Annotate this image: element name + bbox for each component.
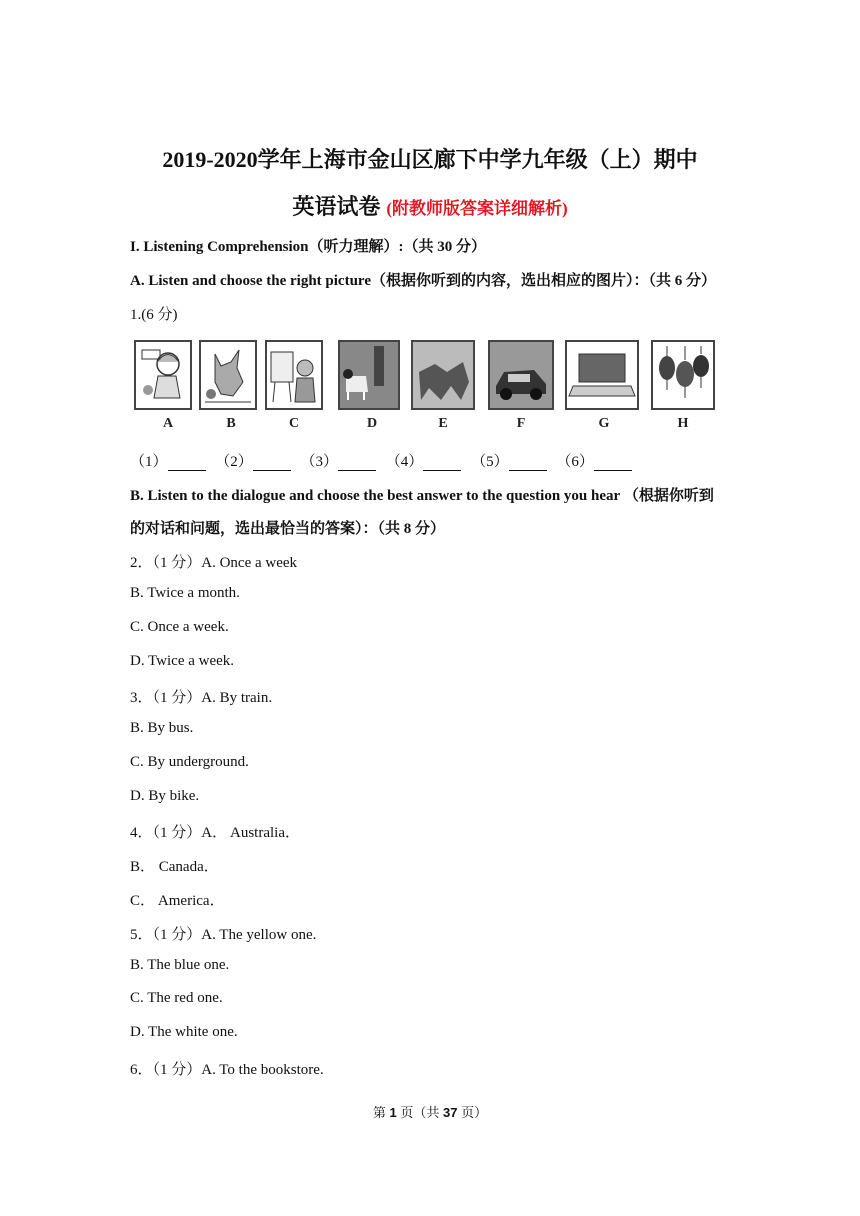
- part-a-cn: （根据你听到的内容，选出相应的图片）：（共 6 分）: [370, 273, 716, 289]
- part-b-en: B. Listen to the dialogue and choose the best answer to the question you hear: [130, 488, 621, 504]
- picture-label: B: [226, 416, 236, 431]
- lanterns-icon: [651, 340, 715, 410]
- picture-label: A: [162, 416, 174, 431]
- option-line: B． Canada．: [130, 859, 219, 875]
- page-number: 1: [389, 1105, 397, 1120]
- option-line: C. Once a week.: [130, 619, 229, 635]
- girl-icon: [134, 340, 192, 410]
- question-line: 5．（1 分）A. The yellow one.: [130, 927, 317, 943]
- question-line: 3．（1 分）A. By train.: [130, 690, 273, 706]
- picture-label: H: [677, 416, 689, 431]
- blank-item[interactable]: （5）: [471, 450, 547, 471]
- question-line: 4．（1 分）A． Australia．: [130, 825, 300, 841]
- part-b-heading: [130, 484, 714, 505]
- option-line: B. Twice a month.: [130, 585, 240, 601]
- blank-item[interactable]: （4）: [386, 450, 462, 471]
- painting-icon: [265, 340, 323, 410]
- horses-icon: [411, 340, 475, 410]
- part-b-heading-cont: 的对话和问题，选出最恰当的答案）：（共 8 分）: [130, 521, 446, 537]
- question-line: 2．（1 分）A. Once a week: [130, 555, 298, 571]
- picture-label: G: [598, 416, 610, 431]
- question-line: 6．（1 分）A. To the bookstore.: [130, 1062, 324, 1078]
- picture-label: E: [438, 416, 448, 431]
- option-line: B. The blue one.: [130, 957, 230, 973]
- option-line: D. Twice a week.: [130, 653, 235, 669]
- part-b-cn: （根据你听到: [623, 488, 714, 504]
- blank-item[interactable]: （1）: [130, 450, 206, 471]
- option-line: C. The red one.: [130, 990, 223, 1006]
- title-line-2: [0, 190, 860, 221]
- dog-walking-icon: [338, 340, 400, 410]
- blank-item[interactable]: （3）: [301, 450, 377, 471]
- option-line: D. By bike.: [130, 788, 200, 804]
- part-a-en: A. Listen and choose the right picture: [130, 273, 371, 289]
- laptop-icon: [565, 340, 639, 410]
- option-line: B. By bus.: [130, 720, 194, 736]
- part-a-heading: [130, 269, 716, 290]
- option-line: C． America．: [130, 893, 225, 909]
- picture-options: [131, 340, 731, 440]
- page-total: 37: [443, 1105, 458, 1120]
- option-line: D. The white one.: [130, 1024, 238, 1040]
- section-heading: I. Listening Comprehension（听力理解）:（共 30 分）: [130, 239, 487, 255]
- option-line: C. By underground.: [130, 754, 249, 770]
- question-1-label: 1.(6 分): [130, 307, 178, 323]
- blank-item[interactable]: （6）: [556, 450, 632, 471]
- title-main: 英语试卷: [292, 194, 381, 219]
- title-line-1: 2019-2020学年上海市金山区廊下中学九年级（上）期中: [162, 147, 698, 172]
- blank-item[interactable]: （2）: [215, 450, 291, 471]
- picture-label: D: [366, 416, 378, 431]
- page-footer: 第 1 页（共 37 页）: [372, 1105, 488, 1120]
- title-answer-note: (附教师版答案详细解析): [386, 199, 568, 218]
- animal-icon: [199, 340, 257, 410]
- car-icon: [488, 340, 554, 410]
- picture-label: F: [516, 416, 526, 431]
- answer-blanks: [130, 450, 638, 471]
- picture-label: C: [288, 416, 300, 431]
